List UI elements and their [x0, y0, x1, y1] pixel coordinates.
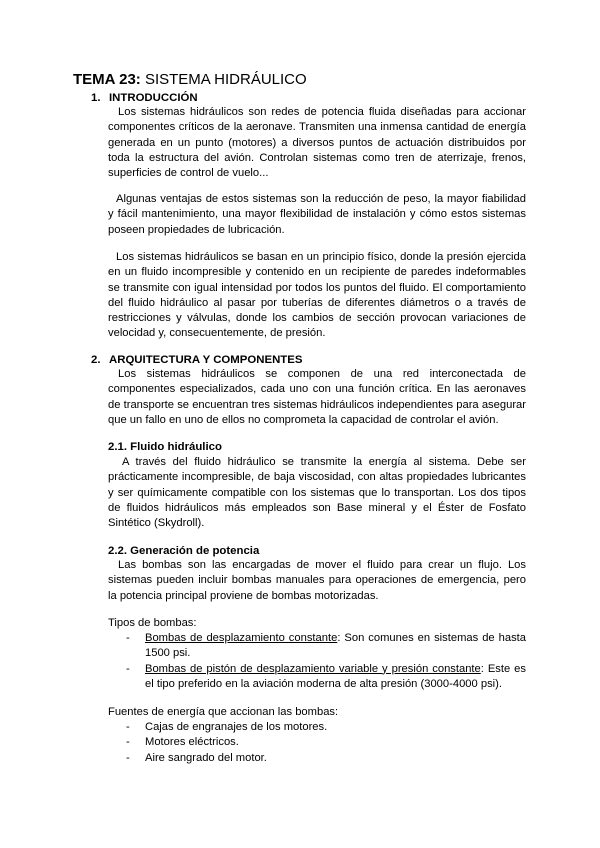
bullet-dash: -: [126, 721, 130, 733]
page-title: [73, 71, 307, 88]
energy-source-text: Cajas de engranajes de los motores.: [145, 721, 328, 733]
title-bold: TEMA 23:: [73, 71, 141, 88]
energy-source-text: Motores eléctricos.: [145, 736, 239, 749]
intro-paragraph-2: Algunas ventajas de estos sistemas son la reducción de peso, la mayor fiabilidad y fácil mantenimiento, una mayor flexibilidad de instalación y cómo estos sistemas poseen propiedades de lubricación.: [108, 193, 526, 236]
pump-type-name: Bombas de desplazamiento constante: [145, 632, 338, 644]
intro-paragraph-1: Los sistemas hidráulicos son redes de potencia fluida diseñadas para accionar componentes críticos de la aeronave. Transmiten una inmensa cantidad de energía generada en un punto (motores) a diversos puntos de actuación distribuidos por toda la estructura del avión. Controlan sistemas como tren de aterrizaje, frenos, superficies de control de vuelo...: [108, 106, 526, 180]
fluid-paragraph: A través del fluido hidráulico se transmite la energía al sistema. Debe ser prácticamente incompresible, de baja viscosidad, con altas propiedades lubricantes y ser químicamente compatible con los sistemas que lo transportan. Los dos tipos de fluidos hidráulicos más empleados son Base mineral y el Éster de Fosfato Sintético (Skydroll).: [108, 456, 526, 530]
bullet-dash: -: [126, 632, 130, 644]
pump-type-desc: : Son comunes en sistemas de hasta 1500 psi.: [145, 632, 527, 660]
pump-type-desc: : Este es el tipo preferido en la aviación moderna de alta presión (3000-4000 psi).: [145, 662, 526, 690]
intro-paragraph-3: Los sistemas hidráulicos se basan en un principio físico, donde la presión ejercida en un fluido incompresible y contenido en un recipiente de paredes indeformables se transmite con igual intensidad por todos los puntos del fluido. El comportamiento del fluido hidráulico al pasar por tuberías de diferentes diámetros o a través de restricciones y válvulas, donde los cambios de sección provocan variaciones de velocidad y, consecuentemente, de presión.: [108, 251, 526, 340]
energy-source-text: Aire sangrado del motor.: [145, 751, 267, 764]
energy-sources-list: [108, 720, 526, 766]
pump-type-name: Bombas de pistón de desplazamiento variable y presión constante: [145, 662, 481, 675]
pump-types-list: [108, 631, 526, 692]
bullet-dash: -: [126, 662, 130, 675]
pump-types-label: Tipos de bombas:: [108, 617, 197, 629]
section-1-title: INTRODUCCIÓN: [109, 92, 198, 104]
list-item: [108, 662, 526, 693]
list-item: [108, 751, 526, 766]
section-2-number: 2.: [91, 354, 101, 366]
bullet-dash: -: [126, 736, 130, 749]
subsection-2-2-title: 2.2. Generación de potencia: [108, 545, 260, 557]
arch-paragraph: Los sistemas hidráulicos se componen de una red interconectada de componentes especializados, cada uno con una función crítica. En las aeronaves de transporte se encuentran tres sistemas hidráulicos independientes para asegurar que un fallo en uno de ellos no comprometa la capacidad de controlar el avión.: [108, 368, 526, 426]
list-item: [108, 631, 526, 662]
section-1-heading: [91, 92, 198, 104]
list-item: [108, 720, 526, 735]
section-1-number: 1.: [91, 92, 101, 104]
section-2-title: ARQUITECTURA Y COMPONENTES: [109, 354, 303, 366]
list-item: [108, 735, 526, 750]
title-rest: SISTEMA HIDRÁULICO: [140, 71, 307, 88]
section-2-heading: [91, 354, 302, 366]
subsection-2-1-title: 2.1. Fluido hidráulico: [108, 441, 222, 453]
bullet-dash: -: [126, 751, 130, 764]
power-paragraph: Las bombas son las encargadas de mover el fluido para crear un flujo. Los sistemas pueden incluir bombas manuales para operaciones de emergencia, pero la potencia principal proviene de bombas motorizadas.: [108, 559, 526, 602]
energy-sources-label: Fuentes de energía que accionan las bombas:: [108, 706, 339, 718]
